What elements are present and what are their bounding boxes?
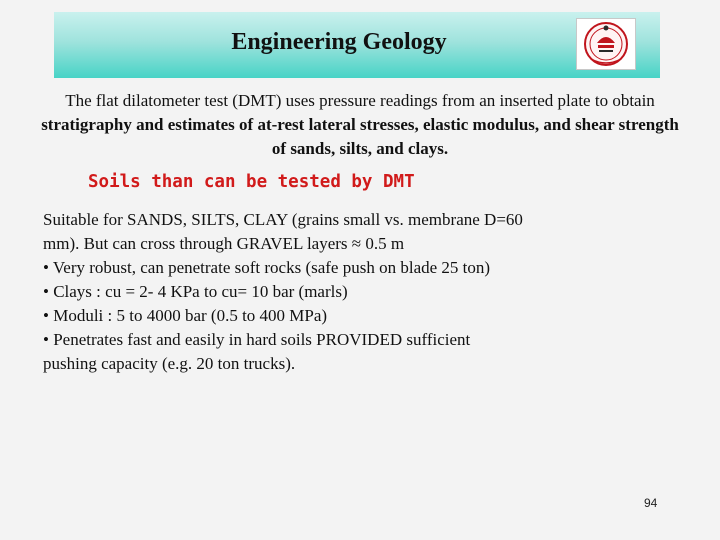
body-line: • Clays : cu = 2- 4 KPa to cu= 10 bar (marls)	[43, 282, 348, 301]
intro-paragraph	[40, 89, 680, 161]
section-heading: Soils than can be tested by DMT	[88, 172, 415, 192]
body-text	[43, 208, 523, 376]
title-banner	[54, 12, 660, 78]
body-line: • Penetrates fast and easily in hard soils PROVIDED sufficient pushing capacity (e.g. 20 ton trucks).	[43, 330, 471, 373]
emblem-icon	[577, 19, 635, 69]
intro-text: The flat dilatometer test (DMT) uses pressure readings from an inserted plate to obtain	[65, 91, 655, 110]
page-number: 94	[644, 496, 658, 510]
intro-bold-text: stratigraphy and estimates of at-rest lateral stresses, elastic modulus, and shear strength of sands, silts, and clays.	[41, 115, 679, 158]
university-emblem-logo	[576, 18, 636, 70]
slide-title: Engineering Geology	[231, 29, 447, 55]
body-line: Suitable for SANDS, SILTS, CLAY (grains small vs. membrane D=60 mm). But can cross through GRAVEL layers ≈ 0.5 m	[43, 210, 523, 253]
body-line: • Moduli : 5 to 4000 bar (0.5 to 400 MPa)	[43, 306, 328, 325]
body-line: • Very robust, can penetrate soft rocks (safe push on blade 25 ton)	[43, 258, 491, 277]
